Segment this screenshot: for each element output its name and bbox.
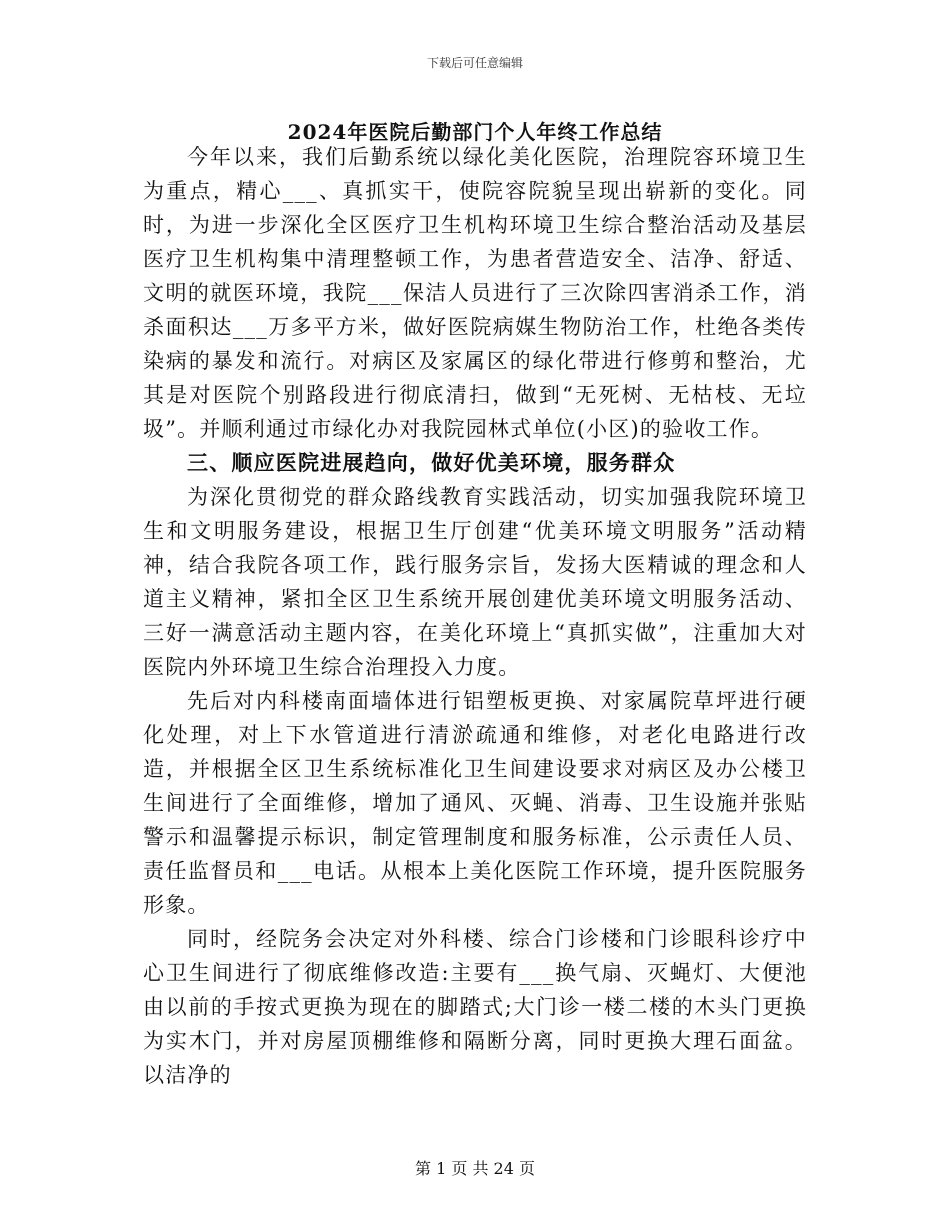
section-heading: 三、顺应医院进展趋向，做好优美环境，服务群众 [187,450,676,475]
page-number: 第 1 页 共 24 页 [415,1159,535,1178]
paragraph-restroom: 同时，经院务会决定对外科楼、综合门诊楼和门诊眼科诊疗中心卫生间进行了彻底维修改造:主要有___换气扇、灭蝇灯、大便池由以前的手按式更换为现在的脚踏式;大门诊一楼二楼的木头门更换为实木门，并对房屋顶棚维修和隔断分离，同时更换大理石面盆。以洁净的 [143,927,807,1087]
document-body [143,140,807,1092]
document-title: 2024年医院后勤部门个人年终工作总结 [287,120,663,144]
paragraph-renovation: 先后对内科楼南面墙体进行铝塑板更换、对家属院草坪进行硬化处理，对上下水管道进行清淤疏通和维修，对老化电路进行改造，并根据全区卫生系统标准化卫生间建设要求对病区及办公楼卫生间进行了全面维修，增加了通风、灭蝇、消毒、卫生设施并张贴警示和温馨提示标识，制定管理制度和服务标准，公示责任人员、责任监督员和___电话。从根本上美化医院工作环境，提升医院服务形象。 [143,689,807,917]
paragraph-practice: 为深化贯彻党的群众路线教育实践活动，切实加强我院环境卫生和文明服务建设，根据卫生厅创建“优美环境文明服务”活动精神，结合我院各项工作，践行服务宗旨，发扬大医精诚的理念和人道主义精神，紧扣全区卫生系统开展创建优美环境文明服务活动、三好一满意活动主题内容，在美化环境上“真抓实做”，注重加大对医院内外环境卫生综合治理投入力度。 [143,485,807,679]
page-header-note: 下载后可任意编辑 [426,56,523,70]
paragraph-intro: 今年以来，我们后勤系统以绿化美化医院，治理院容环境卫生为重点，精心___、真抓实干，使院容院貌呈现出崭新的变化。同时，为进一步深化全区医疗卫生机构环境卫生综合整治活动及基层医疗卫生机构集中清理整顿工作，为患者营造安全、洁净、舒适、文明的就医环境，我院___保洁人员进行了三次除四害消杀工作，消杀面积达___万多平方米，做好医院病媒生物防治工作，杜绝各类传染病的暴发和流行。对病区及家属区的绿化带进行修剪和整治，尤其是对医院个别路段进行彻底清扫，做到“无死树、无枯枝、无垃圾”。并顺利通过市绿化办对我院园林式单位(小区)的验收工作。 [143,145,807,441]
